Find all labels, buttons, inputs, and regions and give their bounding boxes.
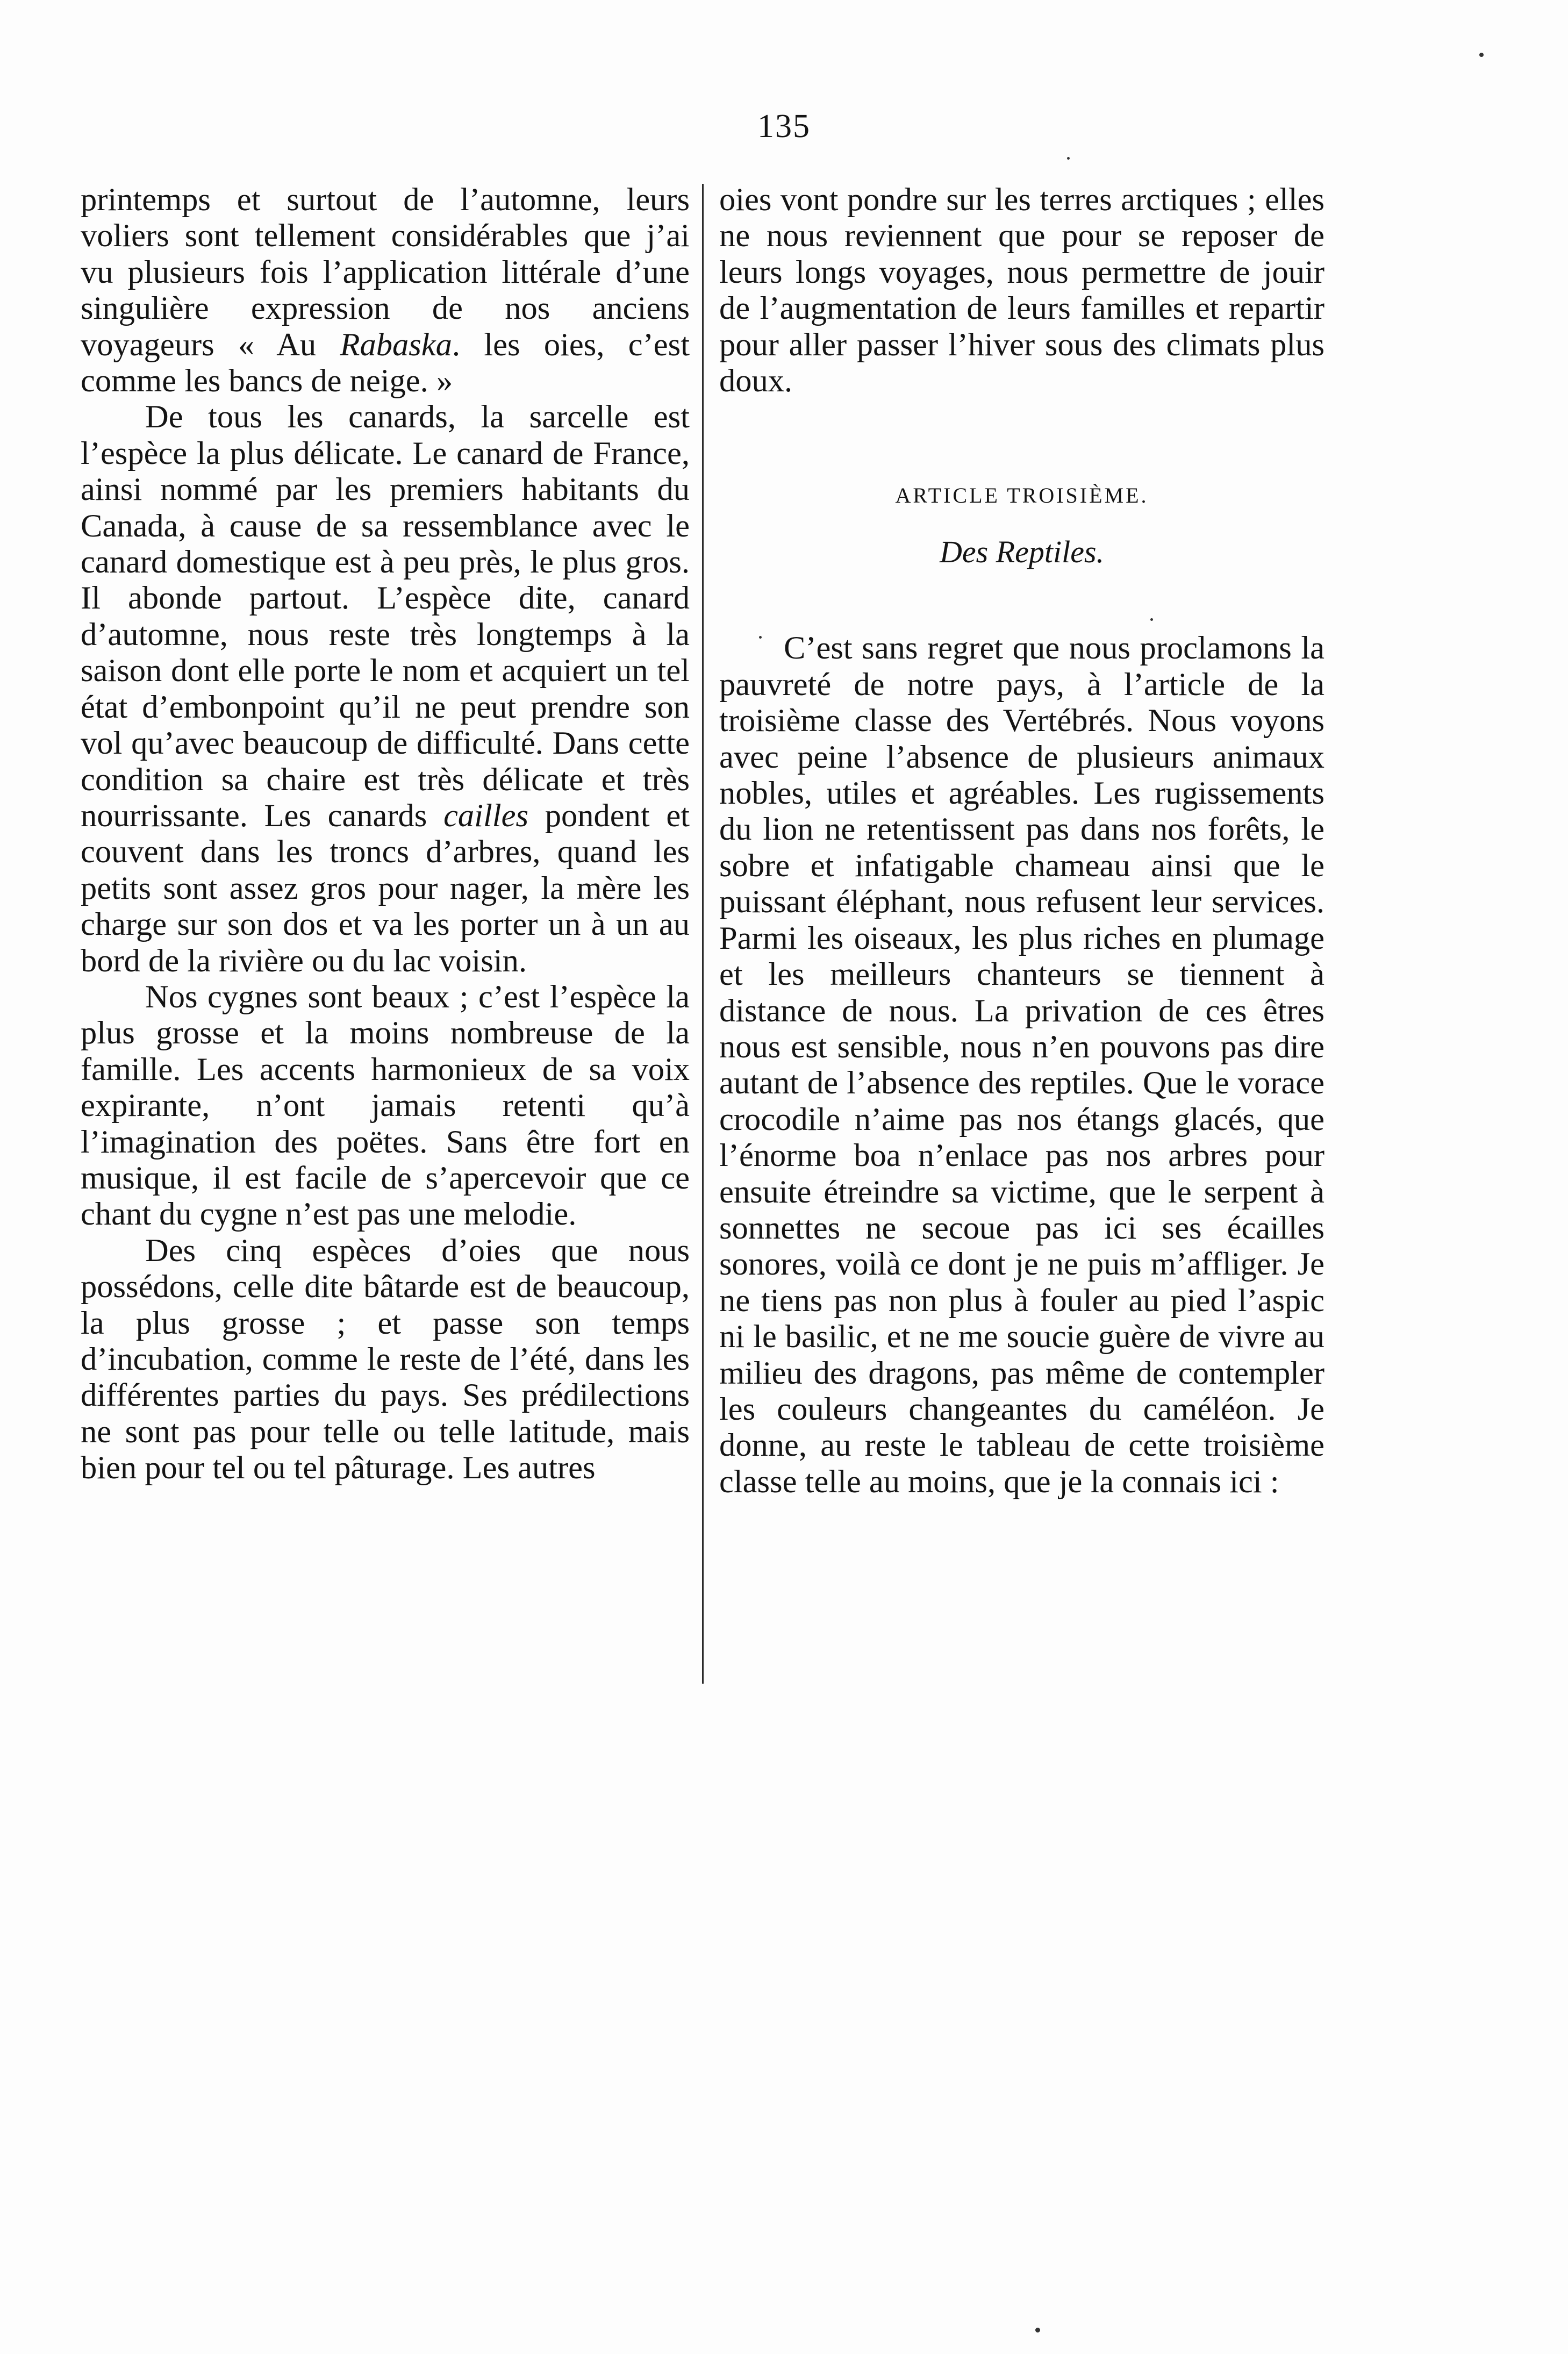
right-column	[719, 182, 1324, 1500]
text-run: Des cinq espèces d’oies que nous possédons, celle dite bâtarde est de beaucoup, la plus grosse ; et passe son temps d’incubation, comme le reste de l’été, dans les différentes parties du pays. Ses prédilections ne sont pas pour telle ou telle latitude, mais bien pour tel ou tel pâturage. Les autres	[81, 1232, 690, 1486]
paragraph	[81, 182, 690, 399]
paragraph	[719, 182, 1324, 399]
text-run: . les oies, c’est comme les bancs de neige. »	[81, 326, 690, 399]
print-speck	[1150, 618, 1153, 621]
left-column	[81, 182, 690, 1486]
print-speck	[1067, 157, 1070, 160]
section-heading: ARTICLE TROISIÈME.	[895, 483, 1149, 508]
text-run: C’est sans regret que nous proclamons la pauvreté de notre pays, à l’article de la troisième classe des Vertébrés. Nous voyons avec peine l’absence de plusieurs animaux nobles, utiles et agréables. Les rugissements du lion ne retentissent pas dans nos forêts, le sobre et infatigable chameau ainsi que le puissant éléphant, nous refusent leur services. Parmi les oiseaux, les plus riches en plumage et les meilleurs chanteurs se tiennent à distance de nous. La privation de ces êtres nous est sensible, nous n’en pouvons pas dire autant de l’absence des reptiles. Que le vorace crocodile n’aime pas nos étangs glacés, que l’énorme boa n’enlace pas nos arbres pour ensuite étreindre sa victime, que le serpent à sonnettes ne secoue pas ici ses écailles sonores, voilà ce dont je ne puis m’affliger. Je ne tiens pas non plus à fouler au pied l’aspic ni le basilic, et ne me soucie guère de vivre au milieu des dragons, pas même de contempler les couleurs changeantes du caméléon. Je donne, au reste le tableau de cette troisième classe telle au moins, que je la connais ici :	[719, 630, 1324, 1500]
paragraph	[81, 1233, 690, 1486]
print-speck	[1035, 2328, 1040, 2332]
print-speck	[1479, 53, 1484, 57]
paragraph	[719, 630, 1324, 1500]
print-speck	[759, 636, 762, 639]
text-run: pondent et couvent dans les troncs d’arbres, quand les petits sont assez gros pour nager, la mère les charge sur son dos et va les porter un à un au bord de la rivière ou du lac voisin.	[81, 797, 690, 979]
right-column-intro	[719, 182, 1324, 399]
column-divider	[702, 184, 704, 1684]
text-run: printemps et surtout de l’automne, leurs voliers sont tellement considérables que j’ai vu plusieurs fois l’application littérale d’une singulière expression de nos anciens voyageurs « Au	[81, 182, 690, 363]
page-number: 135	[757, 108, 811, 145]
section-spacer	[719, 571, 1324, 630]
text-run: Nos cygnes sont beaux ; c’est l’espèce la plus grosse et la moins nombreuse de la famille. Les accents harmonieux de sa voix expirante, n’ont jamais retenti qu’à l’imagination des poëtes. Sans être fort en musique, il est facile de s’apercevoir que ce chant du cygne n’est pas une melodie.	[81, 978, 690, 1233]
section-subtitle: Des Reptiles.	[939, 534, 1105, 570]
right-column-body	[719, 630, 1324, 1500]
italic-text: cailles	[443, 797, 528, 834]
italic-text: Rabaska	[340, 326, 452, 363]
paragraph	[81, 979, 690, 1233]
text-run: De tous les canards, la sarcelle est l’espèce la plus délicate. Le canard de France, ainsi nommé par les premiers habitants du Canada, à cause de sa ressemblance avec le canard domestique est à peu près, le plus gros. Il abonde partout. L’espèce dite, canard d’automne, nous reste très longtemps à la saison dont elle porte le nom et acquiert un tel état d’embonpoint qu’il ne peut prendre son vol qu’avec beaucoup de difficulté. Dans cette condition sa chaire est très délicate et très nourrissante. Les canards	[81, 399, 690, 834]
paragraph	[81, 399, 690, 979]
text-run: oies vont pondre sur les terres arctiques ; elles ne nous reviennent que pour se reposer de leurs longs voyages, nous permettre de jouir de l’augmentation de leurs familles et repartir pour aller passer l’hiver sous des climats plus doux.	[719, 182, 1324, 399]
